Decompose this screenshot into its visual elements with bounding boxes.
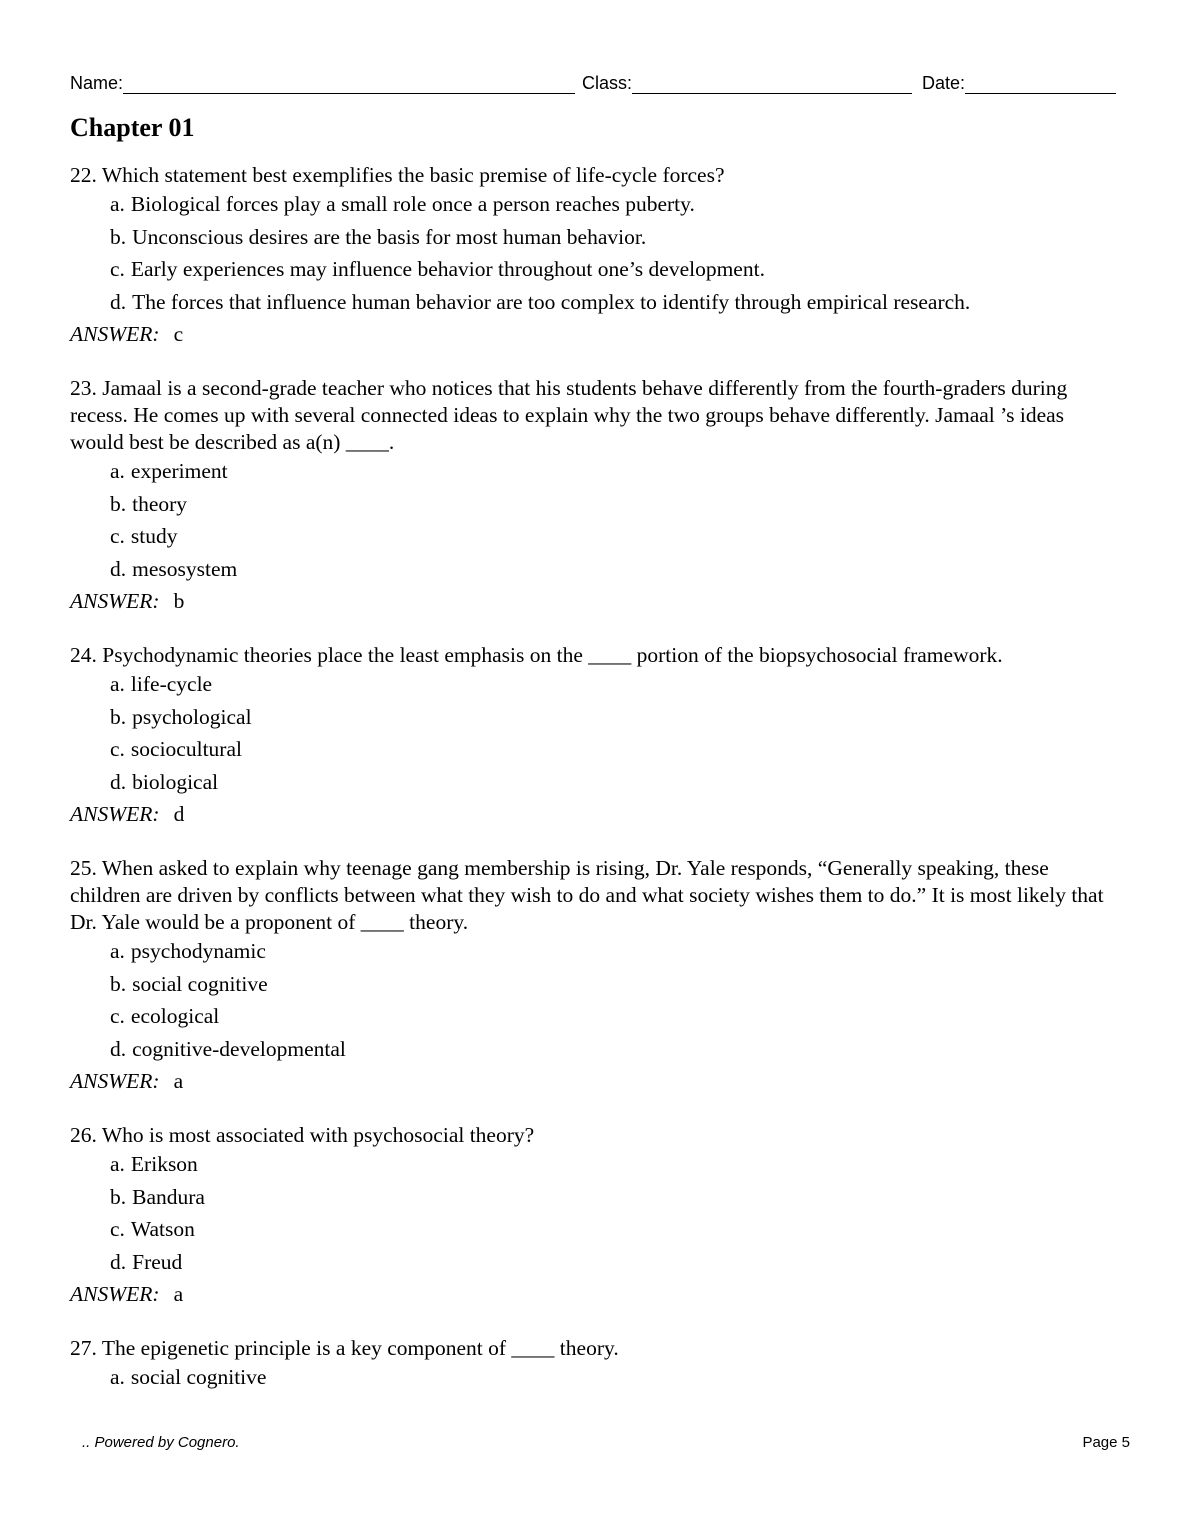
class-blank-line bbox=[632, 69, 912, 94]
option-text: Bandura bbox=[132, 1184, 205, 1209]
answer-option bbox=[110, 671, 1110, 698]
option-text: sociocultural bbox=[130, 737, 242, 761]
answer-line bbox=[70, 1068, 1110, 1095]
question-text: Psychodynamic theories place the least emphasis on the ____ portion of the biopsychosocial framework. bbox=[102, 643, 1003, 667]
chapter-title: Chapter 01 bbox=[70, 113, 195, 142]
answer-line bbox=[70, 801, 1110, 828]
question-item bbox=[70, 162, 1110, 348]
answer-label: ANSWER: bbox=[70, 802, 160, 826]
question-number: 22. bbox=[70, 163, 97, 187]
answer-option bbox=[110, 256, 1110, 283]
question-text: Which statement best exemplifies the basic premise of life-cycle forces? bbox=[101, 163, 725, 187]
option-letter: b. bbox=[110, 1184, 127, 1209]
question-number: 24. bbox=[70, 643, 97, 667]
question-number: 25. bbox=[70, 856, 97, 880]
option-letter: b. bbox=[110, 224, 127, 249]
question-number: 23. bbox=[70, 376, 97, 400]
answer-label: ANSWER: bbox=[70, 589, 160, 613]
option-text: mesosystem bbox=[132, 556, 238, 581]
option-letter: b. bbox=[110, 491, 127, 516]
option-text: study bbox=[130, 524, 178, 548]
question-stem bbox=[70, 642, 1110, 669]
question-stem bbox=[70, 1122, 1110, 1149]
answer-option bbox=[110, 769, 1110, 796]
option-text: The forces that influence human behavior are too complex to identify through empirical research. bbox=[132, 289, 971, 314]
class-field bbox=[582, 68, 912, 94]
option-text: life-cycle bbox=[130, 672, 213, 696]
answer-value: d bbox=[173, 802, 185, 826]
option-letter: c. bbox=[110, 1217, 125, 1241]
date-label: Date: bbox=[922, 73, 966, 93]
option-letter: a. bbox=[110, 192, 125, 216]
page-header bbox=[70, 68, 1120, 96]
option-text: Freud bbox=[132, 1249, 183, 1274]
class-label: Class: bbox=[582, 73, 633, 93]
question-text: The epigenetic principle is a key component of ____ theory. bbox=[101, 1336, 619, 1360]
option-letter: c. bbox=[110, 257, 125, 281]
option-letter: c. bbox=[110, 1004, 125, 1028]
option-letter: d. bbox=[110, 289, 127, 314]
answer-option bbox=[110, 1249, 1110, 1276]
answer-option bbox=[110, 523, 1110, 550]
question-list bbox=[70, 162, 1110, 1418]
question-item bbox=[70, 855, 1110, 1095]
option-text: psychodynamic bbox=[130, 939, 266, 963]
answer-line bbox=[70, 1281, 1110, 1308]
answer-option bbox=[110, 556, 1110, 583]
question-stem bbox=[70, 375, 1110, 456]
option-letter: c. bbox=[110, 737, 125, 761]
option-text: social cognitive bbox=[132, 971, 268, 996]
question-item bbox=[70, 642, 1110, 828]
question-number: 26. bbox=[70, 1123, 97, 1147]
question-stem bbox=[70, 855, 1110, 936]
answer-option bbox=[110, 1003, 1110, 1030]
question-text: When asked to explain why teenage gang membership is rising, Dr. Yale responds, “Generally speaking, these children are driven by conflicts between what they wish to do and what society wishes them to do.” It is most likely that Dr. Yale would be a proponent of ____ theory. bbox=[70, 856, 1104, 934]
option-text: Watson bbox=[130, 1217, 195, 1241]
answer-value: c bbox=[173, 322, 184, 346]
option-letter: d. bbox=[110, 1036, 127, 1061]
option-letter: a. bbox=[110, 672, 125, 696]
option-letter: d. bbox=[110, 769, 127, 794]
page-footer bbox=[82, 1434, 1130, 1454]
answer-option bbox=[110, 1151, 1110, 1178]
name-field bbox=[70, 68, 575, 94]
answer-option bbox=[110, 491, 1110, 518]
answer-option bbox=[110, 1364, 1110, 1391]
date-blank-line bbox=[965, 69, 1116, 94]
answer-option bbox=[110, 289, 1110, 316]
option-letter: c. bbox=[110, 524, 125, 548]
answer-option bbox=[110, 938, 1110, 965]
option-letter: d. bbox=[110, 556, 127, 581]
answer-option bbox=[110, 1216, 1110, 1243]
option-text: psychological bbox=[132, 704, 252, 729]
option-letter: a. bbox=[110, 939, 125, 963]
question-stem bbox=[70, 1335, 1110, 1362]
answer-line bbox=[70, 321, 1110, 348]
answer-label: ANSWER: bbox=[70, 322, 160, 346]
question-item bbox=[70, 1122, 1110, 1308]
option-text: Erikson bbox=[130, 1152, 198, 1176]
option-text: experiment bbox=[130, 459, 228, 483]
option-letter: a. bbox=[110, 1152, 125, 1176]
answer-option bbox=[110, 224, 1110, 251]
answer-value: a bbox=[173, 1282, 184, 1306]
option-letter: b. bbox=[110, 971, 127, 996]
answer-option bbox=[110, 736, 1110, 763]
answer-option bbox=[110, 458, 1110, 485]
question-item bbox=[70, 375, 1110, 615]
answer-option bbox=[110, 971, 1110, 998]
question-item bbox=[70, 1335, 1110, 1391]
option-letter: a. bbox=[110, 1365, 125, 1389]
option-letter: b. bbox=[110, 704, 127, 729]
powered-by-text: .. Powered by Cognero. bbox=[82, 1434, 240, 1451]
answer-value: a bbox=[173, 1069, 184, 1093]
option-letter: d. bbox=[110, 1249, 127, 1274]
answer-line bbox=[70, 588, 1110, 615]
question-text: Jamaal is a second-grade teacher who notices that his students behave differently from the fourth-graders during recess. He comes up with several connected ideas to explain why the two groups behave differently. Jamaal ’s ideas would best be described as a(n) ____. bbox=[70, 376, 1068, 454]
answer-option bbox=[110, 191, 1110, 218]
answer-option bbox=[110, 1036, 1110, 1063]
question-stem bbox=[70, 162, 1110, 189]
question-number: 27. bbox=[70, 1336, 97, 1360]
answer-value: b bbox=[173, 589, 185, 613]
option-text: Biological forces play a small role once a person reaches puberty. bbox=[130, 192, 695, 216]
option-text: ecological bbox=[130, 1004, 220, 1028]
option-text: cognitive-developmental bbox=[132, 1036, 346, 1061]
question-text: Who is most associated with psychosocial theory? bbox=[101, 1123, 535, 1147]
option-text: Early experiences may influence behavior throughout one’s development. bbox=[130, 257, 765, 281]
option-text: social cognitive bbox=[130, 1365, 267, 1389]
answer-label: ANSWER: bbox=[70, 1069, 160, 1093]
option-letter: a. bbox=[110, 459, 125, 483]
page-number: Page 5 bbox=[1082, 1434, 1130, 1451]
date-field bbox=[922, 68, 1116, 94]
answer-label: ANSWER: bbox=[70, 1282, 160, 1306]
option-text: Unconscious desires are the basis for most human behavior. bbox=[132, 224, 647, 249]
option-text: biological bbox=[132, 769, 219, 794]
option-text: theory bbox=[132, 491, 188, 516]
name-label: Name: bbox=[70, 73, 124, 93]
name-blank-line bbox=[123, 69, 575, 94]
answer-option bbox=[110, 704, 1110, 731]
answer-option bbox=[110, 1184, 1110, 1211]
